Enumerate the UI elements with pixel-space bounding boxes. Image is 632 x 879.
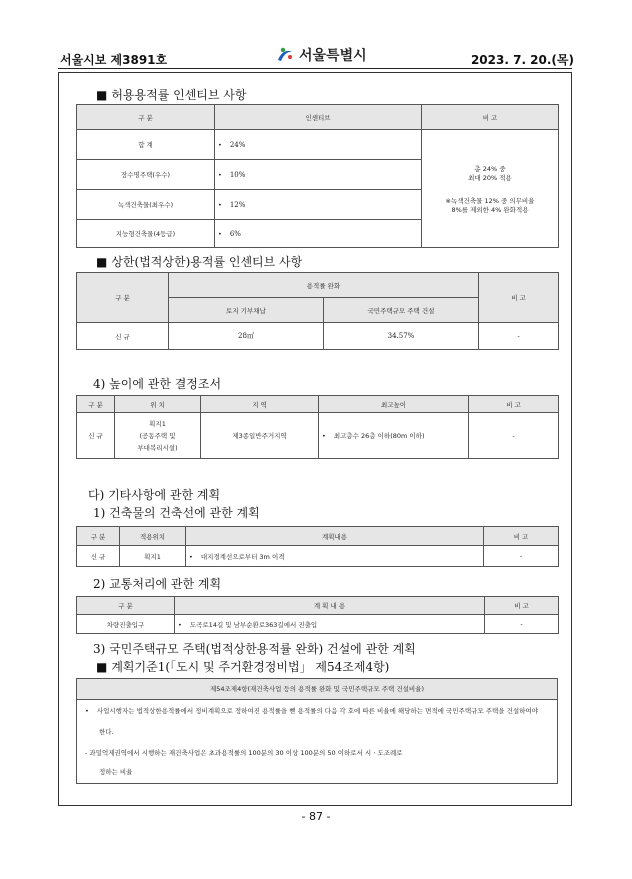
col-header: 비 고 (479, 273, 559, 323)
header-rule (58, 68, 572, 69)
col-header: 구 분 (77, 396, 115, 413)
col-header: 계 획 내 용 (175, 597, 485, 615)
section4-title: 다) 기타사항에 관한 계획 (88, 488, 221, 502)
row-label: 합 계 (77, 130, 215, 160)
col-header: 지 역 (201, 396, 319, 413)
row-label: 신 규 (77, 546, 120, 567)
section1-title: ■ 허용용적률 인센티브 사항 (96, 88, 247, 102)
row-value: • 10% (215, 160, 422, 190)
row-label: 신 규 (77, 323, 169, 350)
housing-value: 34.57% (324, 323, 479, 350)
zone-cell: 제3종일반주거지역 (201, 413, 319, 459)
law-line-4: 정하는 비율 (99, 768, 133, 776)
upper-limit-table (76, 272, 559, 350)
section6-title: 3) 국민주택규모 주택(법적상한용적률 완화) 건설에 관한 계획 (93, 642, 416, 656)
remark-cell: 총 24% 중 최대 20% 적용 ※녹색건축물 12% 중 의무비율 8%를 제외한 4% 완화적용 (422, 130, 559, 248)
remark: - (484, 546, 559, 567)
content-cell: • 대지경계선으로부터 3m 이격 (186, 546, 484, 567)
remark: - (469, 413, 559, 459)
section4-subtitle: 1) 건축물의 건축선에 관한 계획 (93, 506, 260, 520)
gazette-issue: 서울시보 제3891호 (60, 53, 168, 67)
col-header: 토지 기부채납 (169, 298, 324, 323)
col-header: 용적률 완화 (169, 273, 479, 298)
section5-title: 2) 교통처리에 관한 계획 (93, 577, 222, 591)
row-label: 차량진출입구 (77, 615, 175, 634)
col-header: 구 분 (77, 597, 175, 615)
section3-title: 4) 높이에 관한 결정조서 (93, 377, 222, 391)
incentive-table (76, 104, 559, 248)
building-line-table (76, 526, 559, 567)
col-header: 구 분 (77, 273, 169, 323)
col-header: 비 고 (484, 527, 559, 546)
logo-text: 서울특별시 (299, 48, 367, 64)
section6-subtitle: ■ 계획기준1(「도시 및 주거환경정비법」 제54조제4항) (96, 660, 390, 674)
col-header: 최고높이 (319, 396, 469, 413)
location-cell: 획지1 (공동주택 및 부대복리시설) (115, 413, 201, 459)
height-table (76, 395, 559, 459)
col-header: 비 고 (422, 105, 559, 130)
col-header: 인센티브 (215, 105, 422, 130)
height-cell: • 최고층수 26층 이하(80m 이하) (319, 413, 469, 459)
col-header: 비 고 (485, 597, 559, 615)
row-label: 신 규 (77, 413, 115, 459)
seoul-emblem-icon (275, 46, 295, 64)
row-label: 지능형건축물(4등급) (77, 220, 215, 248)
law-title: 제54조제4항(재건축사업 등의 용적률 완화 및 국민주택규모 주택 건설비율) (77, 679, 557, 700)
col-header: 국민주택규모 주택 건설 (324, 298, 479, 323)
law-box (76, 678, 558, 784)
section2-title: ■ 상한(법적상한)용적률 인센티브 사항 (96, 255, 303, 269)
location-cell: 획지1 (120, 546, 186, 567)
col-header: 비 고 (469, 396, 559, 413)
col-header: 적용위치 (120, 527, 186, 546)
law-line-3: - 과밀억제권역에서 시행하는 재건축사업은 초과용적률의 100분의 30 이상 100분의 50 이하로서 시ㆍ도조례로 (85, 749, 403, 757)
col-header: 구 분 (77, 527, 120, 546)
land-value: 28㎡ (169, 323, 324, 350)
page-number: - 87 - (301, 810, 331, 823)
law-line-2: 한다. (99, 728, 114, 736)
row-label: 녹색건축물(최우수) (77, 190, 215, 220)
content-cell: • 도곡로14길 및 남부순환로363길에서 진출입 (175, 615, 485, 634)
traffic-table (76, 596, 559, 634)
row-value: • 24% (215, 130, 422, 160)
seoul-logo (275, 45, 367, 65)
row-value: • 12% (215, 190, 422, 220)
row-value: • 6% (215, 220, 422, 248)
row-label: 장수명주택(우수) (77, 160, 215, 190)
remark: - (479, 323, 559, 350)
col-header: 위 치 (115, 396, 201, 413)
issue-date: 2023. 7. 20.(목) (470, 53, 574, 67)
col-header: 구 분 (77, 105, 215, 130)
col-header: 계획내용 (186, 527, 484, 546)
remark: - (485, 615, 559, 634)
law-line-1: • 사업시행자는 법적상한용적률에서 정비계획으로 정하여진 용적률을 뺀 용적률의 다음 각 호에 따른 비율에 해당하는 면적에 국민주택규모 주택을 건설하여야 (85, 707, 539, 715)
